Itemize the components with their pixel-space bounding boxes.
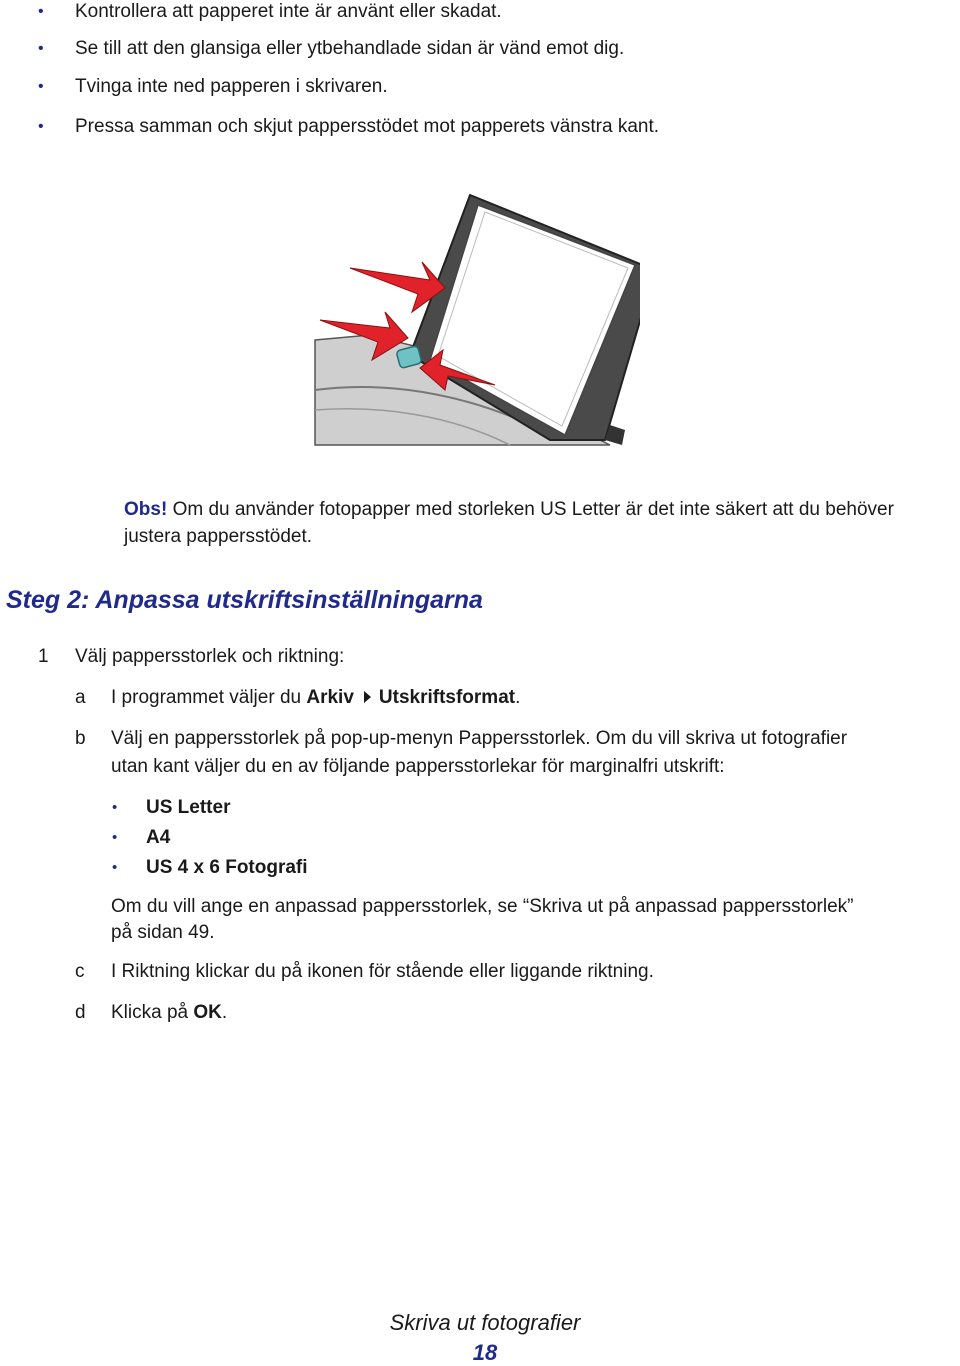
bullet-text: Pressa samman och skjut pappersstödet mot papperets vänstra kant.: [75, 116, 660, 137]
paper-guide-illustration: [310, 190, 640, 450]
substep-d: [111, 999, 227, 1026]
paper-size-text: A4: [146, 827, 171, 848]
substep-d-text: Klicka på: [111, 1002, 194, 1023]
substep-letter: a: [75, 687, 86, 708]
bullet-dot-icon: •: [38, 3, 44, 20]
step-text: Välj pappersstorlek och riktning:: [75, 646, 345, 667]
paper-size-text: US 4 x 6 Fotografi: [146, 857, 308, 878]
paper-size-text: US Letter: [146, 797, 231, 818]
section-heading: Steg 2: Anpassa utskriftsinställningarna: [6, 586, 483, 614]
note-text: Om du använder fotopapper med storleken US Letter är det inte säkert att du behöver justera pappersstödet.: [124, 499, 894, 547]
menu-arrow-icon: [364, 691, 371, 703]
bullet-dot-icon: •: [112, 799, 118, 816]
menu-utskriftsformat: Utskriftsformat: [378, 687, 516, 708]
bullet-text: Se till att den glansiga eller ytbehandlade sidan är vänd emot dig.: [75, 38, 625, 59]
substep-a-text: I programmet väljer du: [111, 687, 307, 708]
substep-d-end: .: [221, 1002, 228, 1023]
substep-b-line1: Välj en pappersstorlek på pop-up-menyn Pappersstorlek. Om du vill skriva ut fotografier: [111, 728, 848, 749]
substep-b-line2: utan kant väljer du en av följande pappersstorlekar för marginalfri utskrift:: [111, 756, 725, 777]
substep-letter: c: [75, 961, 85, 982]
substep-c-text: I Riktning klickar du på ikonen för stående eller liggande riktning.: [111, 961, 654, 982]
custom-size-line1: Om du vill ange en anpassad pappersstorlek, se “Skriva ut på anpassad pappersstorlek”: [111, 896, 854, 917]
substep-letter: b: [75, 728, 86, 749]
ok-label: OK: [193, 1002, 222, 1023]
note-label: Obs!: [124, 499, 168, 520]
bullet-dot-icon: •: [38, 40, 44, 57]
note-block: [124, 496, 934, 550]
bullet-text: Kontrollera att papperet inte är använt eller skadat.: [75, 1, 502, 22]
page-number: 18: [472, 1340, 498, 1365]
substep-a: [111, 684, 520, 711]
bullet-text: Tvinga inte ned papperen i skrivaren.: [75, 76, 388, 97]
substep-letter: d: [75, 1002, 86, 1023]
bullet-dot-icon: •: [38, 78, 44, 95]
bullet-dot-icon: •: [112, 859, 118, 876]
substep-a-end: .: [515, 687, 521, 708]
footer-title: Skriva ut fotografier: [389, 1310, 581, 1335]
custom-size-line2: på sidan 49.: [111, 922, 215, 943]
bullet-dot-icon: •: [112, 829, 118, 846]
menu-arkiv: Arkiv: [306, 687, 354, 708]
step-number: 1: [38, 646, 49, 667]
bullet-dot-icon: •: [38, 118, 44, 135]
